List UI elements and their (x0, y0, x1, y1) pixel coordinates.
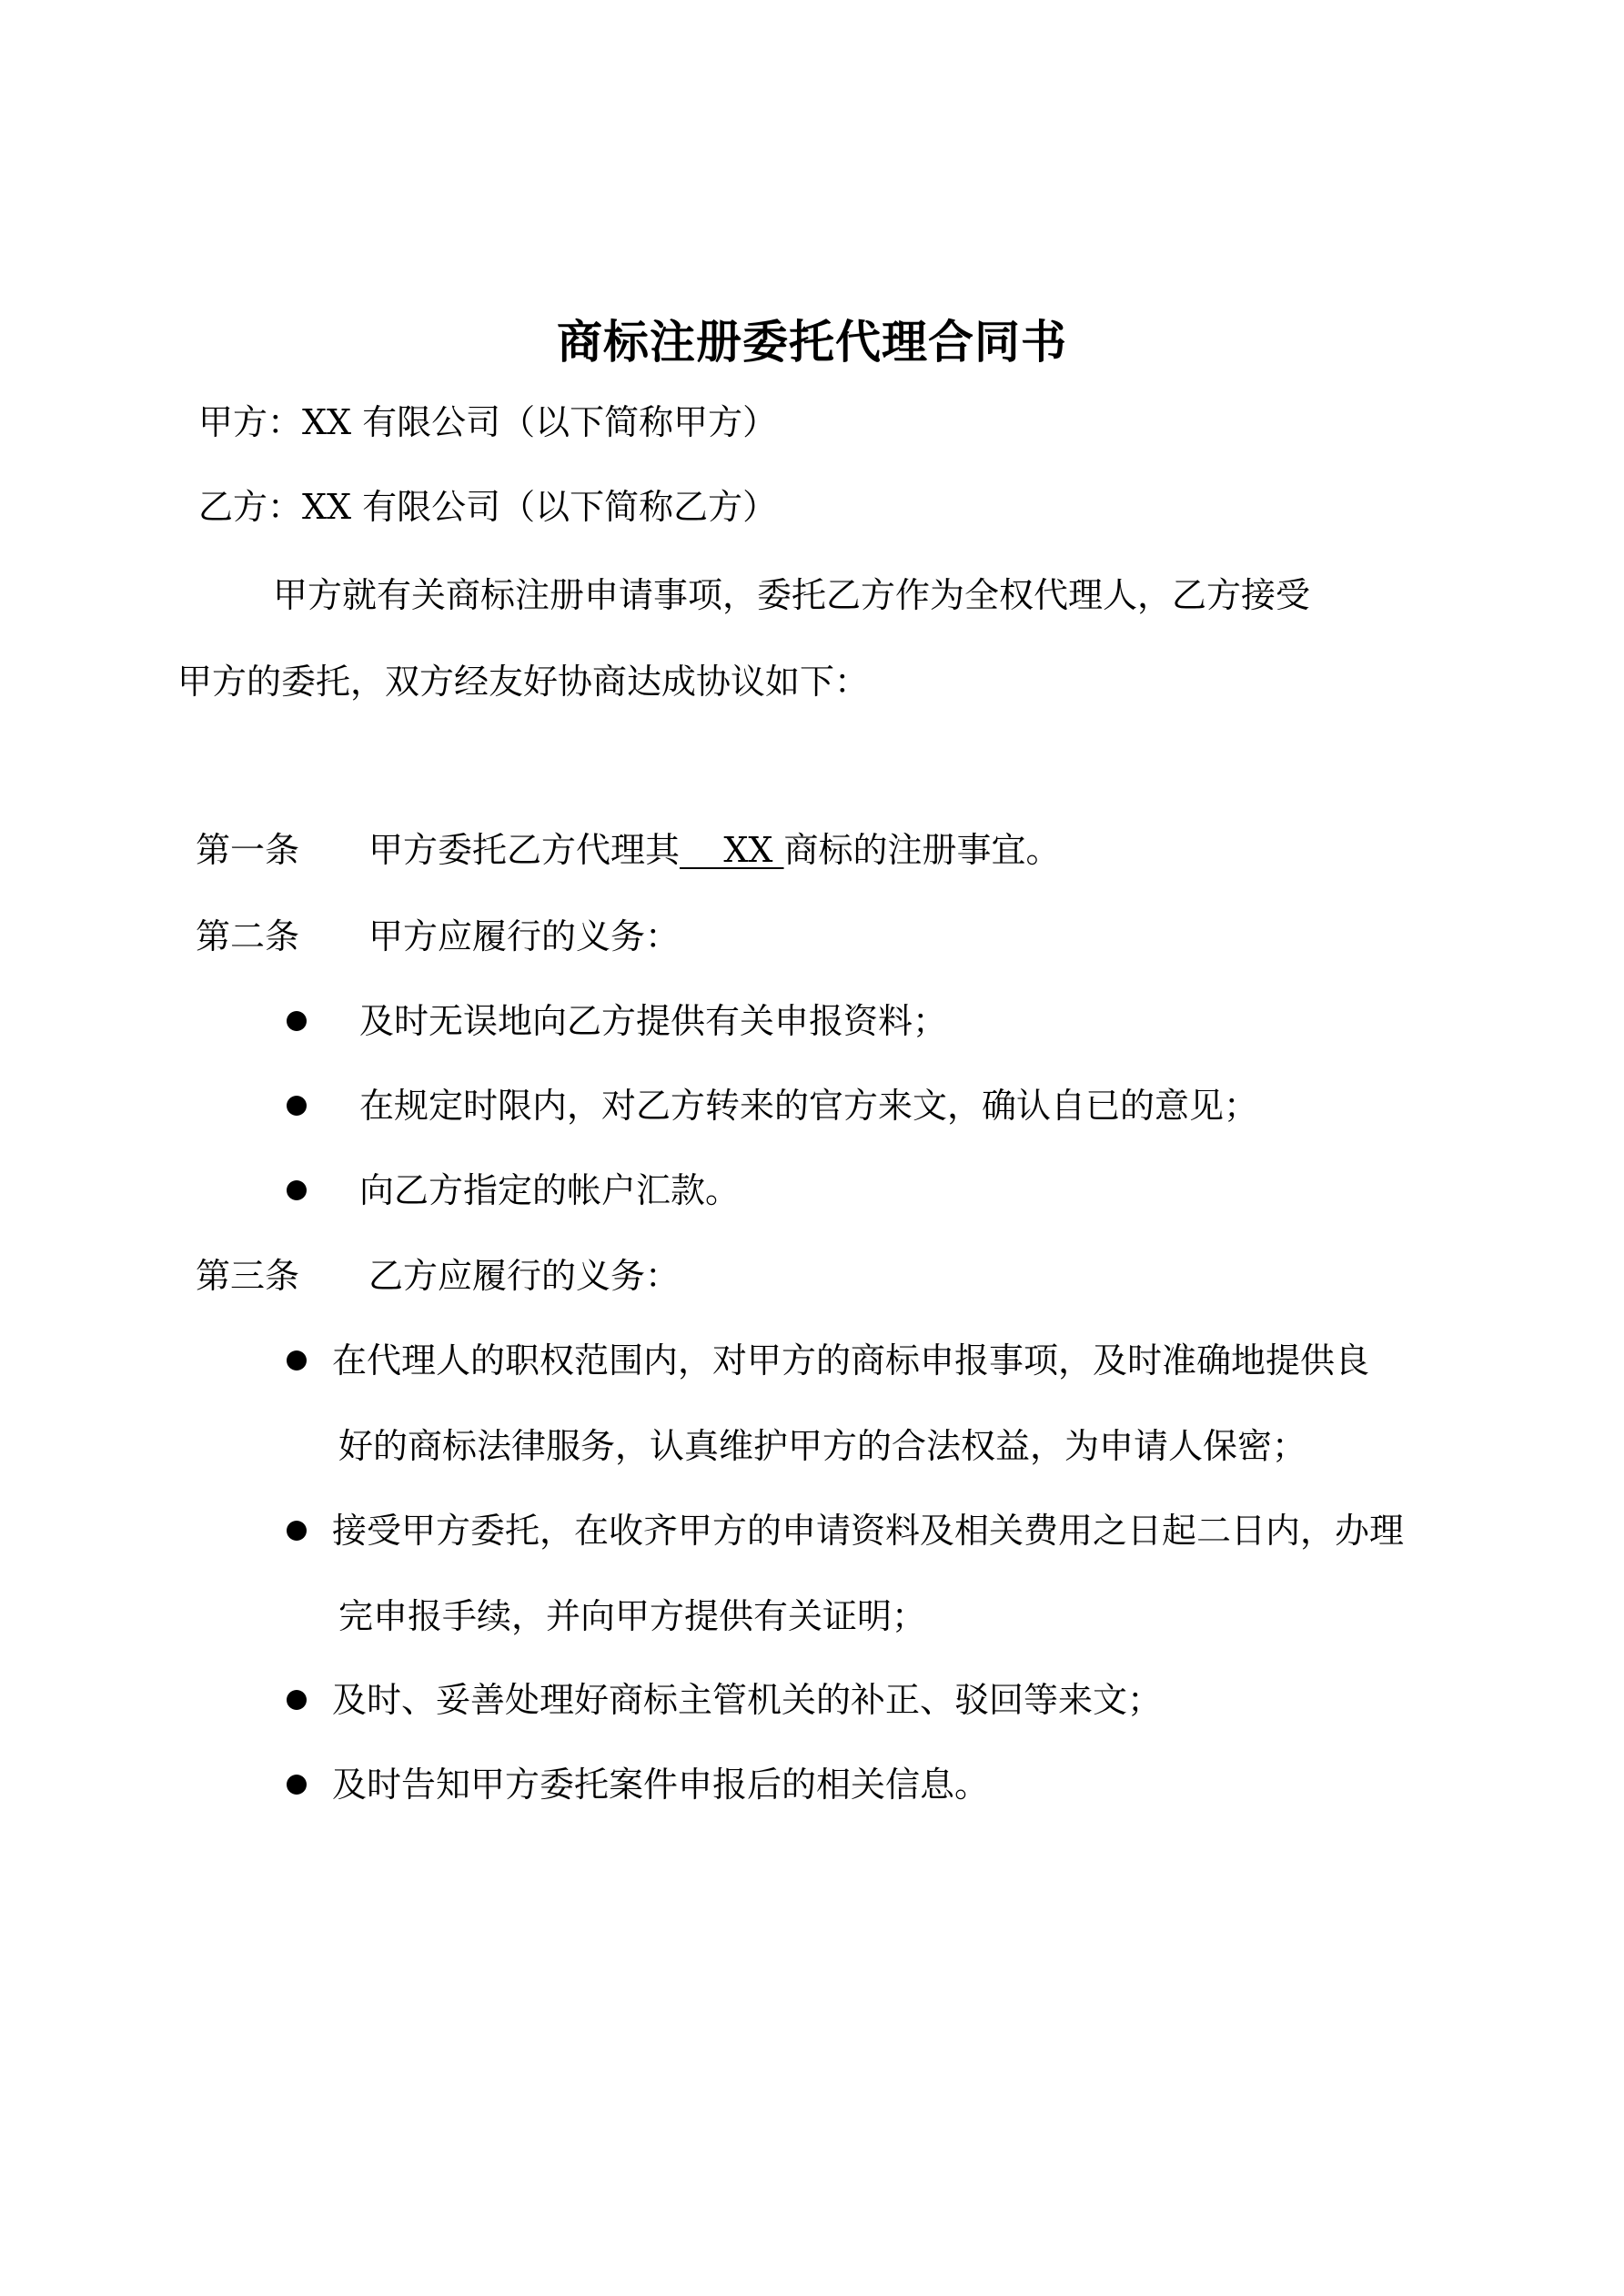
article-3 (196, 1254, 680, 1298)
bullet-icon (287, 1690, 307, 1710)
article-2-item-2: 在规定时限内，对乙方转来的官方来文，确认自已的意见； (359, 1086, 1259, 1126)
article-2-item-1: 及时无误地向乙方提供有关申报资料； (359, 1001, 948, 1041)
party-b: 乙方：XX 有限公司（以下简称乙方） (198, 487, 778, 527)
article-3-label: 第三条 (196, 1256, 300, 1296)
article-3-item-2-line-2: 完申报手续，并向甲方提供有关证明； (338, 1596, 927, 1636)
article-3-item-4: 及时告知甲方委托案件申报后的相关信息。 (332, 1765, 990, 1805)
bullet-icon (287, 1775, 307, 1795)
article-2-item-3: 向乙方指定的帐户汇款。 (359, 1170, 741, 1210)
bullet-icon (287, 1011, 307, 1031)
intro-line-2: 甲方的委托，双方经友好协商达成协议如下： (177, 662, 870, 702)
article-3-item-3: 及时、妥善处理好商标主管机关的补正、驳回等来文； (332, 1680, 1163, 1720)
article-3-text: 乙方应履行的义务： (368, 1256, 681, 1296)
bullet-icon (287, 1350, 307, 1371)
article-2-text: 甲方应履行的义务： (368, 916, 681, 956)
bullet-icon (287, 1096, 307, 1116)
article-1 (196, 828, 1061, 872)
document-title: 商标注册委托代理合同书 (557, 315, 1067, 369)
article-1-label: 第一条 (196, 830, 300, 870)
article-1-text-after: 商标的注册事宜。 (783, 830, 1061, 870)
article-2 (196, 915, 680, 958)
article-3-item-2-line-1: 接受甲方委托，在收齐甲方的申请资料及相关费用之日起二日内，办理 (332, 1511, 1405, 1551)
intro-line-1: 甲方就有关商标注册申请事项，委托乙方作为全权代理人，乙方接受 (273, 575, 1311, 615)
bullet-icon (287, 1521, 307, 1541)
article-1-text-before: 甲方委托乙方代理其 (368, 830, 681, 870)
article-3-item-1-line-2: 好的商标法律服务，认真维护甲方的合法权益，为申请人保密； (338, 1426, 1307, 1466)
article-3-item-1-line-1: 在代理人的职权范围内，对甲方的商标申报事项，及时准确地提供良 (332, 1340, 1370, 1381)
article-2-label: 第二条 (196, 916, 300, 956)
party-a: 甲方：XX 有限公司（以下简称甲方） (198, 402, 778, 442)
bullet-icon (287, 1180, 307, 1200)
article-1-blank-value: XX (680, 830, 784, 870)
